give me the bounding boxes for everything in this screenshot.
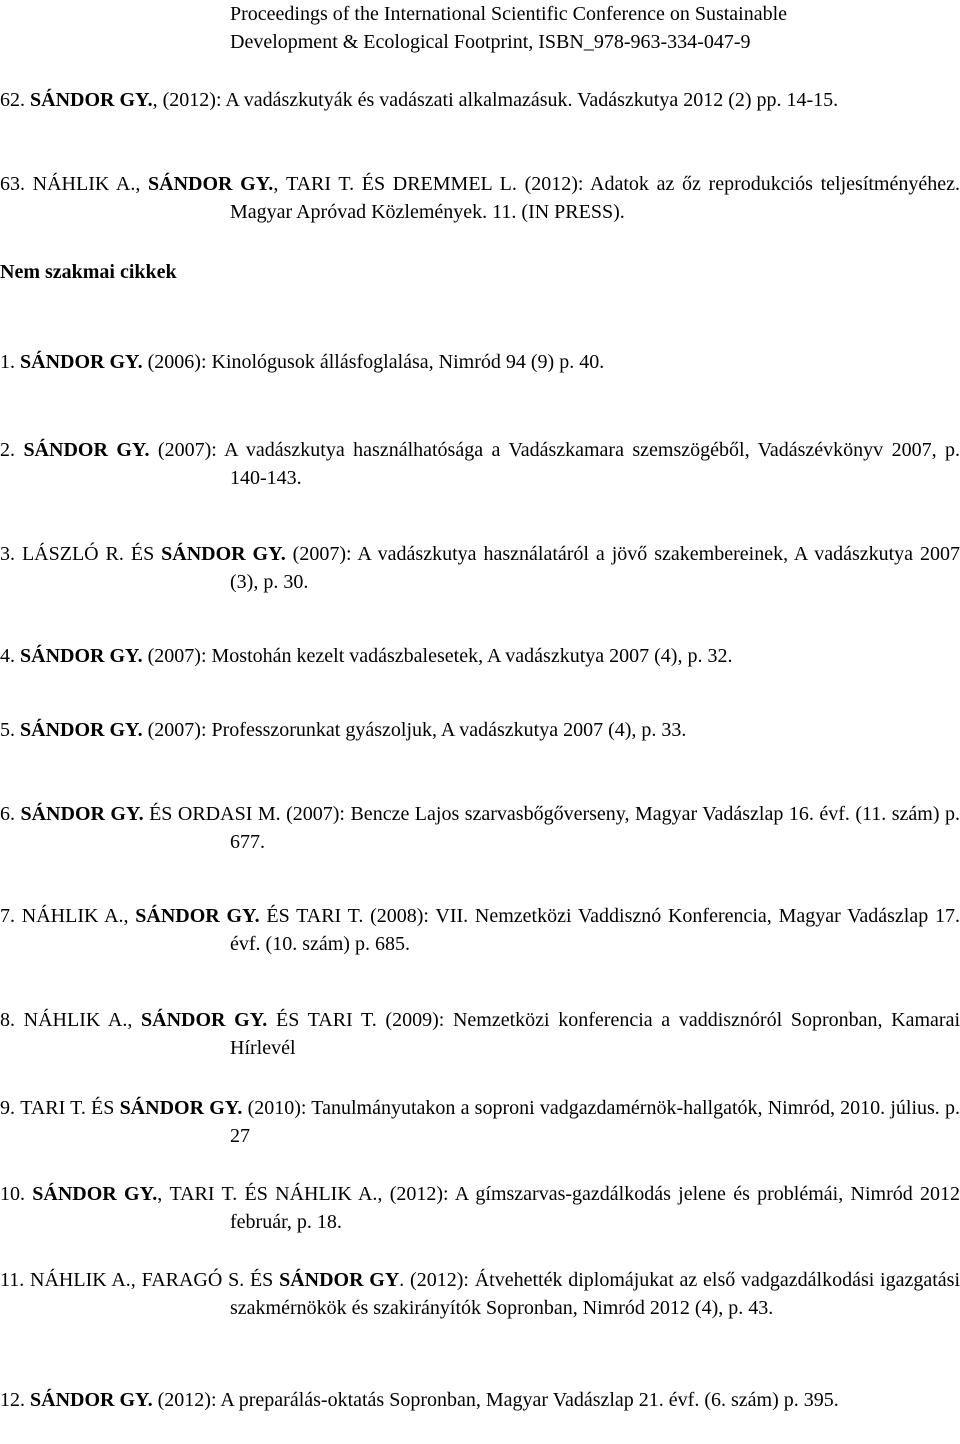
section-heading: Nem szakmai cikkek (0, 261, 177, 283)
reference-entry (0, 1266, 960, 1322)
header-line-1: Proceedings of the International Scientific Conference on Sustainable (230, 3, 788, 25)
citation-text: . (619, 201, 625, 223)
reference-entry (0, 348, 960, 376)
entry-number: 6. (0, 803, 21, 825)
entry-number: 10. (0, 1183, 33, 1205)
entry-number: 63. (0, 173, 33, 195)
citation-text: , (135, 173, 149, 195)
citation-text: (2008): VII. Nemzetközi Vaddisznó Konferencia, Magyar Vadászlap 17. évf. (10. szám) p. 685. (230, 905, 960, 955)
header-line-2: Development & Ecological Footprint, ISBN_978-963-334-047-9 (230, 31, 751, 53)
citation-text: (2006): Kinológusok állásfoglalása, Nimród 94 (9) p. 40. (142, 351, 605, 373)
reference-entry (0, 170, 960, 226)
reference-entry (0, 1180, 960, 1236)
reference-entry (0, 800, 960, 856)
author-name: NÁHLIK A. (23, 1009, 128, 1031)
author-name: NÁHLIK A. (32, 173, 136, 195)
author-name: ÉS TARI T. (266, 905, 364, 927)
author-highlight: SÁNDOR GY. (148, 173, 274, 195)
citation-text: (2007): A vadászkutya használatáról a jövő szakembereinek, A vadászkutya 2007 (3), p. 30. (230, 543, 960, 593)
citation-text: (2009): Nemzetközi konferencia a vaddisznóról Sopronban, Kamarai Hírlevél (230, 1009, 960, 1059)
author-highlight: SÁNDOR GY. (141, 1009, 268, 1031)
citation-text: (2012): Adatok az őz reprodukciós teljesítményéhez. Magyar Apróvad Közlemények. 11. (230, 173, 960, 223)
reference-entry (0, 902, 960, 958)
reference-entry (0, 540, 960, 596)
author-name: TARI T. ÉS DREMMEL L. (285, 173, 517, 195)
citation-text: . (2012): Átvehették diplomájukat az első vadgazdálkodási igazgatási szakmérnökök és szakirányítók Sopronban, Nimród 2012 (4), p. 43. (230, 1269, 960, 1319)
author-highlight: SÁNDOR GY. (20, 351, 143, 373)
author-name: ÉS ORDASI M. (149, 803, 281, 825)
reference-entry (0, 436, 960, 492)
citation-text: , (157, 1183, 170, 1205)
citation-text: , (2012): A gímszarvas-gazdálkodás jelene és problémái, Nimród 2012 február, p. 18. (230, 1183, 960, 1233)
author-name: NÁHLIK A. (21, 905, 124, 927)
citation-text: , (273, 173, 286, 195)
author-highlight: SÁNDOR GY. (30, 89, 153, 111)
citation-text: , (123, 905, 136, 927)
entry-number: 1. (0, 351, 20, 373)
reference-entry (0, 1386, 960, 1414)
citation-text (267, 1009, 276, 1031)
reference-entry (0, 1094, 960, 1150)
author-highlight: SÁNDOR GY (279, 1269, 400, 1291)
entry-number: 5. (0, 719, 20, 741)
citation-text: (2007): Mostohán kezelt vadászbalesetek, A vadászkutya 2007 (4), p. 32. (142, 645, 733, 667)
author-name: ÉS TARI T. (275, 1009, 377, 1031)
citation-text: (2007): Bencze Lajos szarvasbőgőverseny, Magyar Vadászlap 16. évf. (11. szám) p. 677. (230, 803, 960, 853)
author-highlight: SÁNDOR GY. (161, 543, 286, 565)
entry-number: 11. (0, 1269, 31, 1291)
reference-entry (0, 86, 960, 114)
author-highlight: SÁNDOR GY. (32, 1183, 158, 1205)
author-name: LÁSZLÓ R. ÉS (21, 543, 162, 565)
citation-text: (2007): A vadászkutya használhatósága a Vadászkamara szemszögéből, Vadászévkönyv 2007, p. 140-143. (149, 439, 960, 489)
author-highlight: SÁNDOR GY. (119, 1097, 243, 1119)
citation-text: , (2012): A vadászkutyák és vadászati alkalmazásuk. Vadászkutya 2012 (2) pp. 14-15. (152, 89, 839, 111)
author-highlight: SÁNDOR GY. (20, 803, 144, 825)
reference-entry (0, 1006, 960, 1062)
citation-text: , (127, 1009, 142, 1031)
author-name: NÁHLIK A. (30, 1269, 131, 1291)
running-header (230, 0, 960, 56)
author-highlight: SÁNDOR GY. (135, 905, 260, 927)
author-highlight: SÁNDOR GY. (30, 1389, 153, 1411)
author-name: TARI T. ÉS NÁHLIK A. (169, 1183, 378, 1205)
reference-entry (0, 716, 960, 744)
entry-number: 2. (0, 439, 24, 461)
citation-text: , (130, 1269, 142, 1291)
author-name: FARAGÓ S. ÉS (141, 1269, 280, 1291)
citation-text: (2010): Tanulmányutakon a soproni vadgazdamérnök-hallgatók, Nimród, 2010. július. p. 27 (230, 1097, 960, 1147)
citation-text: (2007): Professzorunkat gyászoljuk, A vadászkutya 2007 (4), p. 33. (142, 719, 687, 741)
entry-number: 3. (0, 543, 22, 565)
entry-number: 4. (0, 645, 20, 667)
author-name: (IN PRESS) (521, 201, 620, 223)
author-highlight: SÁNDOR GY. (20, 645, 143, 667)
citation-text: (2012): A preparálás-oktatás Sopronban, Magyar Vadászlap 21. évf. (6. szám) p. 395. (152, 1389, 839, 1411)
author-highlight: SÁNDOR GY. (23, 439, 150, 461)
entry-number: 9. (0, 1097, 21, 1119)
author-name: TARI T. ÉS (20, 1097, 120, 1119)
entry-number: 62. (0, 89, 30, 111)
entry-number: 8. (0, 1009, 24, 1031)
entry-number: 12. (0, 1389, 30, 1411)
author-highlight: SÁNDOR GY. (20, 719, 143, 741)
reference-entry (0, 642, 960, 670)
entry-number: 7. (0, 905, 22, 927)
